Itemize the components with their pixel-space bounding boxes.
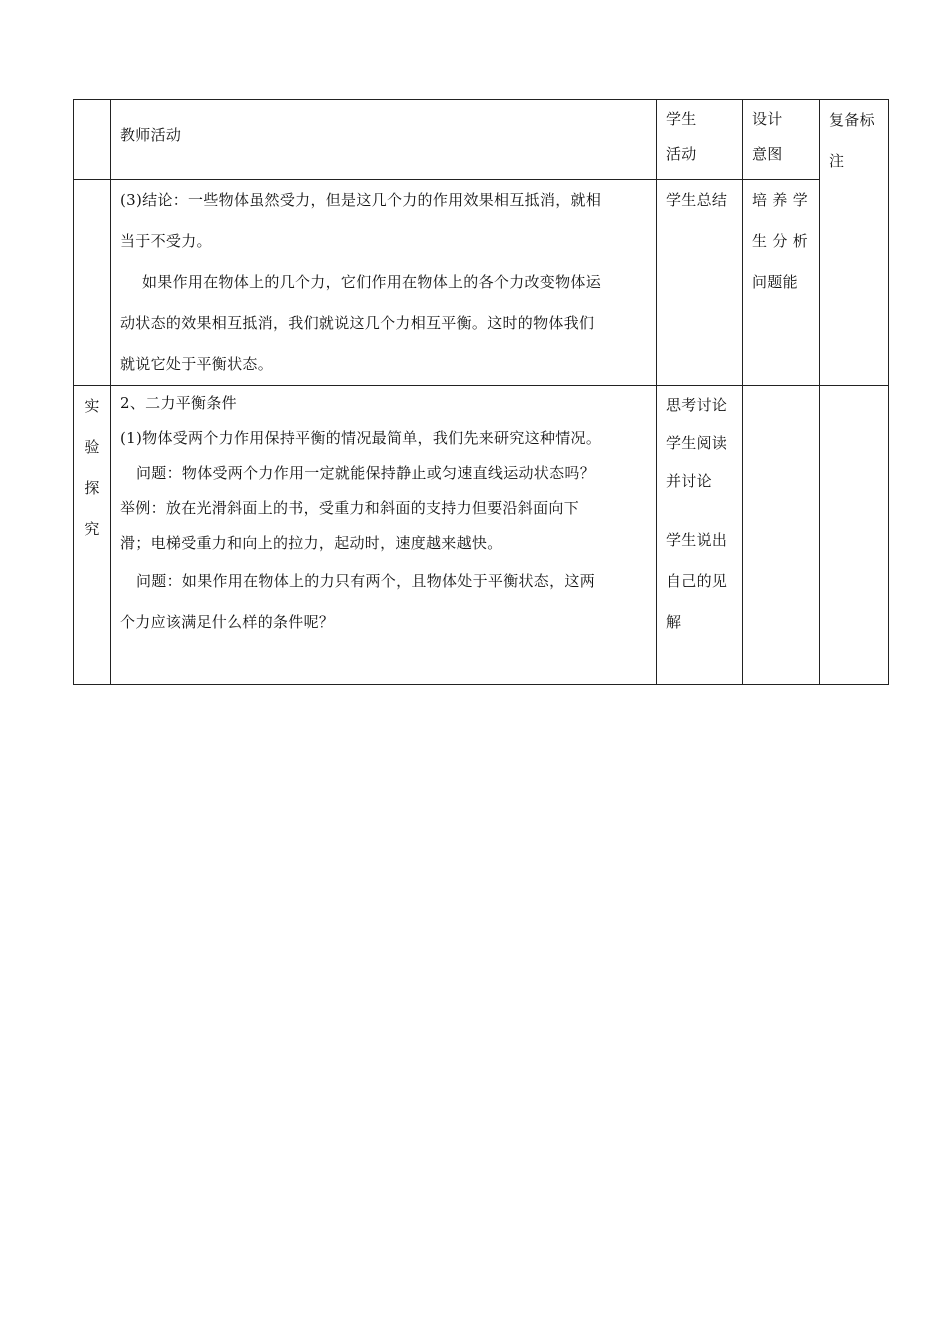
teacher-line: 如果作用在物体上的几个力，它们作用在物体上的各个力改变物体运 [142,273,602,291]
experiment-row [74,386,889,685]
student-activity-header: 学生 活动 [657,100,743,180]
experiment-notes-cell [820,386,889,685]
experiment-student-cell: 思考讨论 学生阅读 并讨论 学生说出 自己的见 解 [657,386,743,685]
lesson-plan-table [73,99,889,685]
header-row [74,100,889,180]
teacher-line: 问题：物体受两个力作用一定就能保持静止或匀速直线运动状态吗？ [136,464,596,482]
conclusion-teacher-cell [111,180,657,386]
experiment-teacher-cell [111,386,657,685]
teacher-line: 当于不受力。 [120,232,212,250]
experiment-label-cell: 实 验 探 究 [74,386,111,685]
teacher-line: 动状态的效果相互抵消，我们就说这几个力相互平衡。这时的物体我们 [120,314,595,332]
design-intent-header: 设计 意图 [743,100,820,180]
experiment-design-cell [743,386,820,685]
teacher-activity-header: 教师活动 [111,100,657,180]
conclusion-row [74,180,889,386]
teacher-line: 2、二力平衡条件 [120,394,237,412]
teacher-line: 个力应该满足什么样的条件呢？ [120,613,335,631]
conclusion-student-cell: 学生总结 [657,180,743,386]
review-notes-header: 复备标 注 [820,100,889,386]
teacher-line: 滑；电梯受重力和向上的拉力，起动时，速度越来越快。 [120,534,503,552]
teacher-line: 就说它处于平衡状态。 [120,355,274,373]
teacher-line: 问题：如果作用在物体上的力只有两个，且物体处于平衡状态，这两 [136,572,596,590]
teacher-line: 举例：放在光滑斜面上的书，受重力和斜面的支持力但要沿斜面向下 [120,499,580,517]
teacher-line: (1)物体受两个力作用保持平衡的情况最简单，我们先来研究这种情况。 [120,429,602,447]
conclusion-label-cell [74,180,111,386]
conclusion-design-cell: 培 养 学 生 分 析 问题能 [743,180,820,386]
teacher-line: (3)结论：一些物体虽然受力，但是这几个力的作用效果相互抵消，就相 [120,191,602,209]
header-label-cell [74,100,111,180]
